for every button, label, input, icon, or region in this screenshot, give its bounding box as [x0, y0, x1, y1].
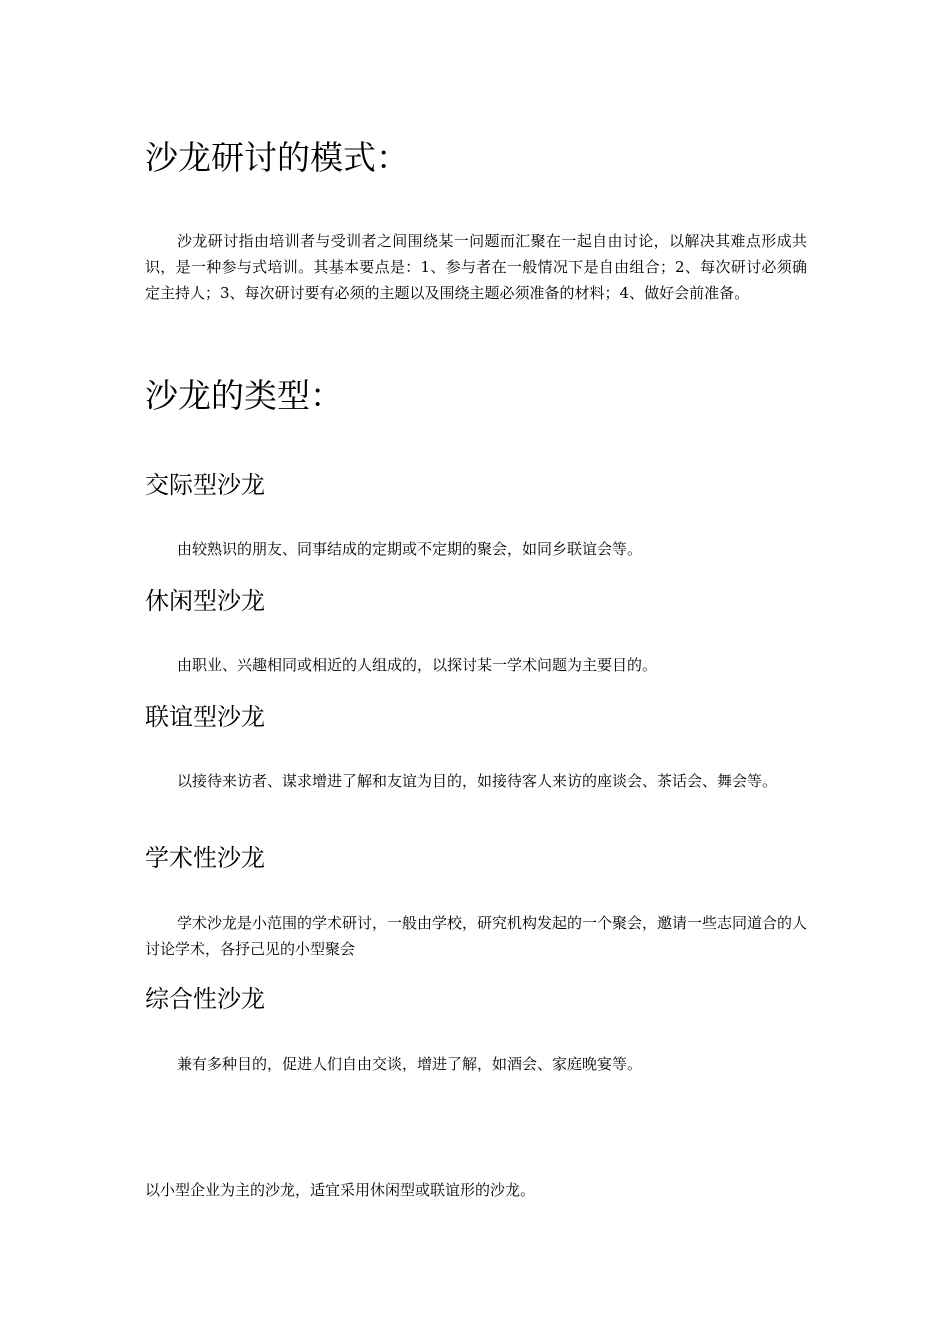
intro-paragraph: 沙龙研讨指由培训者与受训者之间围绕某一问题而汇聚在一起自由讨论，以解决其难点形成共识，是一种参与式培训。其基本要点是：1、参与者在一般情况下是自由组合；2、每次研讨必须确定主持人；3、每次研讨要有必须的主题以及围绕主题必须准备的材料；4、做好会前准备。	[145, 232, 807, 302]
type-desc-social: 由较熟识的朋友、同事结成的定期或不定期的聚会，如同乡联谊会等。	[177, 540, 643, 558]
type-title-leisure: 休闲型沙龙	[145, 587, 265, 615]
type-title-academic: 学术性沙龙	[145, 844, 265, 872]
type-title-social: 交际型沙龙	[145, 471, 265, 499]
heading-salon-mode: 沙龙研讨的模式：	[145, 138, 409, 177]
closing-note: 以小型企业为主的沙龙，适宜采用休闲型或联谊形的沙龙。	[145, 1181, 536, 1199]
type-desc-fellowship: 以接待来访者、谋求增进了解和友谊为目的，如接待客人来访的座谈会、茶话会、舞会等。	[177, 772, 778, 790]
type-desc-comprehensive: 兼有多种目的，促进人们自由交谈，增进了解，如酒会、家庭晚宴等。	[177, 1055, 643, 1073]
type-title-comprehensive: 综合性沙龙	[145, 985, 265, 1013]
heading-salon-types: 沙龙的类型：	[145, 376, 343, 415]
type-desc-leisure: 由职业、兴趣相同或相近的人组成的，以探讨某一学术问题为主要目的。	[177, 656, 658, 674]
type-desc-academic: 学术沙龙是小范围的学术研讨，一般由学校，研究机构发起的一个聚会，邀请一些志同道合的人讨论学术，各抒己见的小型聚会	[145, 914, 808, 958]
type-title-fellowship: 联谊型沙龙	[145, 703, 265, 731]
